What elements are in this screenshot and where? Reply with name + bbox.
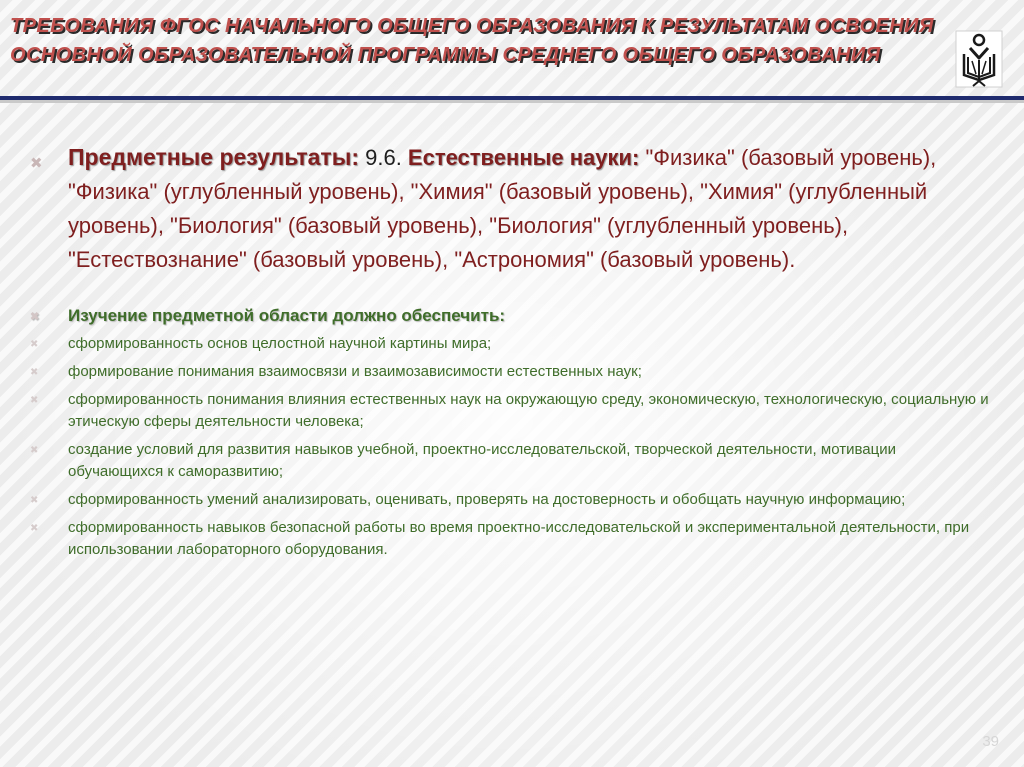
list-item-text: создание условий для развития навыков учебной, проектно-исследовательской, творческой деятельности, мотивации обучающихся к саморазвитию; [68, 441, 896, 480]
list-item-text: сформированность навыков безопасной работы во время проектно-исследовательской и экспериментальной деятельности, при использовании лабораторного оборудования. [68, 519, 970, 558]
page-number: 39 [982, 733, 999, 750]
requirements-heading [30, 305, 990, 327]
header-rule-gray [0, 100, 1024, 103]
subjects-text: "Физика" (базовый уровень), "Физика" (углубленный уровень), "Химия" (базовый уровень), "Химия" (углубленный уровень), "Биология" (базовый уровень), "Биология" (углубленный уровень), "Естествознание" (базовый уровень), "Астрономия" (базовый уровень). [68, 145, 937, 272]
slide-content [30, 140, 990, 567]
requirements-heading-text: Изучение предметной области должно обеспечить: [68, 306, 506, 325]
list-item [30, 439, 990, 483]
list-item [30, 333, 990, 355]
list-item [30, 361, 990, 383]
list-item-text: сформированность основ целостной научной картины мира; [68, 335, 492, 352]
bullet-x-icon: ✖ [30, 445, 39, 456]
requirements-list [30, 305, 990, 561]
list-item [30, 389, 990, 433]
list-item-text: формирование понимания взаимосвязи и взаимозависимости естественных наук; [68, 363, 642, 380]
bullet-x-icon: ✖ [30, 311, 40, 323]
list-item-text: сформированность понимания влияния естественных наук на окружающую среду, экономическую, технологическую, социальную и этическую сферы деятельности человека; [68, 391, 989, 430]
bullet-x-icon: ✖ [30, 495, 39, 506]
school-reading-person-logo-icon [955, 30, 1003, 88]
lead-paragraph [30, 140, 990, 277]
bullet-x-icon: ✖ [30, 339, 39, 350]
bullet-x-icon: ✖ [30, 155, 43, 172]
bullet-x-icon: ✖ [30, 367, 39, 378]
list-item-text: сформированность умений анализировать, оценивать, проверять на достоверность и обобщать научную информацию; [68, 491, 906, 508]
slide-header [0, 0, 1024, 100]
subject-results-label: Предметные результаты: [68, 144, 359, 170]
slide-title: ТРЕБОВАНИЯ ФГОС НАЧАЛЬНОГО ОБЩЕГО ОБРАЗОВАНИЯ К РЕЗУЛЬТАТАМ ОСВОЕНИЯ ОСНОВНОЙ ОБРАЗОВАТЕЛЬНОЙ ПРОГРАММЫ СРЕДНЕГО ОБЩЕГО ОБРАЗОВАНИЯ [10, 15, 934, 66]
science-label: Естественные науки: [407, 145, 640, 170]
bullet-x-icon: ✖ [30, 523, 39, 534]
list-item [30, 489, 990, 511]
section-number: 9.6. [359, 145, 408, 170]
list-item [30, 517, 990, 561]
bullet-x-icon: ✖ [30, 395, 39, 406]
